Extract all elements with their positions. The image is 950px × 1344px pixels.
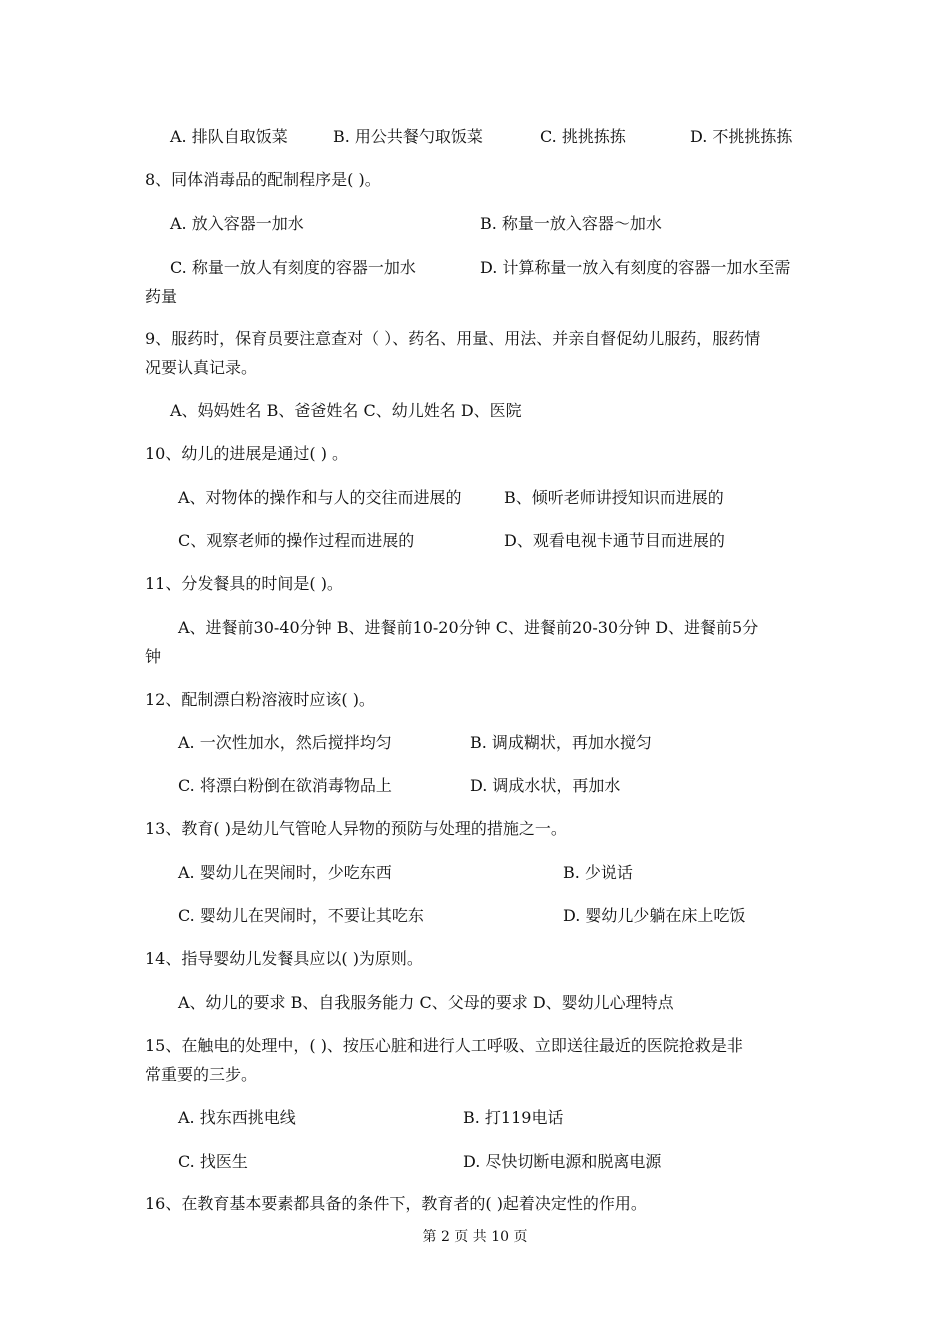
q8-option-c: C. 称量一放人有刻度的容器一加水	[170, 258, 416, 277]
q13-option-b: B. 少说话	[563, 863, 633, 882]
q13-stem: 13、教育( )是幼儿气管呛人异物的预防与处理的措施之一。	[145, 819, 567, 838]
q9-options: A、妈妈姓名 B、爸爸姓名 C、幼儿姓名 D、医院	[170, 401, 522, 420]
q10-option-c: C、观察老师的操作过程而进展的	[178, 531, 415, 550]
page-number: 第 2 页 共 10 页	[422, 1229, 528, 1245]
q9-stem-line-1: 9、服药时，保育员要注意查对（ ）、药名、用量、用法、并亲自督促幼儿服药，服药情	[145, 329, 761, 348]
q16-stem: 16、在教育基本要素都具备的条件下，教育者的( )起着决定性的作用。	[145, 1194, 647, 1213]
q7-option-c: C. 挑挑拣拣	[540, 127, 626, 146]
q13-option-d: D. 婴幼儿少躺在床上吃饭	[563, 906, 746, 925]
q10-stem: 10、幼儿的进展是通过( ) 。	[145, 444, 349, 463]
q12-option-a: A. 一次性加水，然后搅拌均匀	[178, 733, 392, 752]
q7-option-b: B. 用公共餐勺取饭菜	[333, 127, 483, 146]
q9-stem-line-2: 况要认真记录。	[145, 358, 258, 377]
q14-options: A、幼儿的要求 B、自我服务能力 C、父母的要求 D、婴幼儿心理特点	[178, 993, 674, 1012]
q15-stem-line-2: 常重要的三步。	[145, 1065, 258, 1084]
q15-option-c: C. 找医生	[178, 1152, 248, 1171]
q15-option-d: D. 尽快切断电源和脱离电源	[463, 1152, 662, 1171]
q12-option-d: D. 调成水状，再加水	[470, 776, 621, 795]
q15-stem-line-1: 15、在触电的处理中，( )、按压心脏和进行人工呼吸、立即送往最近的医院抢救是非	[145, 1036, 743, 1055]
q10-option-b: B、倾听老师讲授知识而进展的	[504, 488, 724, 507]
q7-option-d: D. 不挑挑拣拣	[690, 127, 793, 146]
q11-stem: 11、分发餐具的时间是( )。	[145, 574, 343, 593]
q15-option-a: A. 找东西挑电线	[178, 1108, 296, 1127]
q11-options: A、进餐前30-40分钟 B、进餐前10-20分钟 C、进餐前20-30分钟 D、进餐前5分	[178, 618, 759, 637]
q12-option-c: C. 将漂白粉倒在欲消毒物品上	[178, 776, 392, 795]
q10-option-d: D、观看电视卡通节目而进展的	[504, 531, 725, 550]
q12-option-b: B. 调成糊状，再加水搅匀	[470, 733, 652, 752]
q8-option-a: A. 放入容器一加水	[170, 214, 304, 233]
q8-stem: 8、同体消毒品的配制程序是( )。	[145, 170, 381, 189]
q10-option-a: A、对物体的操作和与人的交往而进展的	[178, 488, 462, 507]
q8-option-b: B. 称量一放入容器～加水	[480, 214, 662, 233]
q11-options-continued: 钟	[145, 647, 162, 666]
q14-stem: 14、指导婴幼儿发餐具应以( )为原则。	[145, 949, 423, 968]
q12-stem: 12、配制漂白粉溶液时应该( )。	[145, 690, 375, 709]
q15-option-b: B. 打119电话	[463, 1108, 564, 1127]
q7-option-a: A. 排队自取饭菜	[170, 127, 288, 146]
q8-option-d: D. 计算称量一放入有刻度的容器一加水至需	[480, 258, 791, 277]
q8-option-d-continued: 药量	[145, 287, 178, 306]
q13-option-a: A. 婴幼儿在哭闹时，少吃东西	[178, 863, 392, 882]
q13-option-c: C. 婴幼儿在哭闹时，不要让其吃东	[178, 906, 424, 925]
